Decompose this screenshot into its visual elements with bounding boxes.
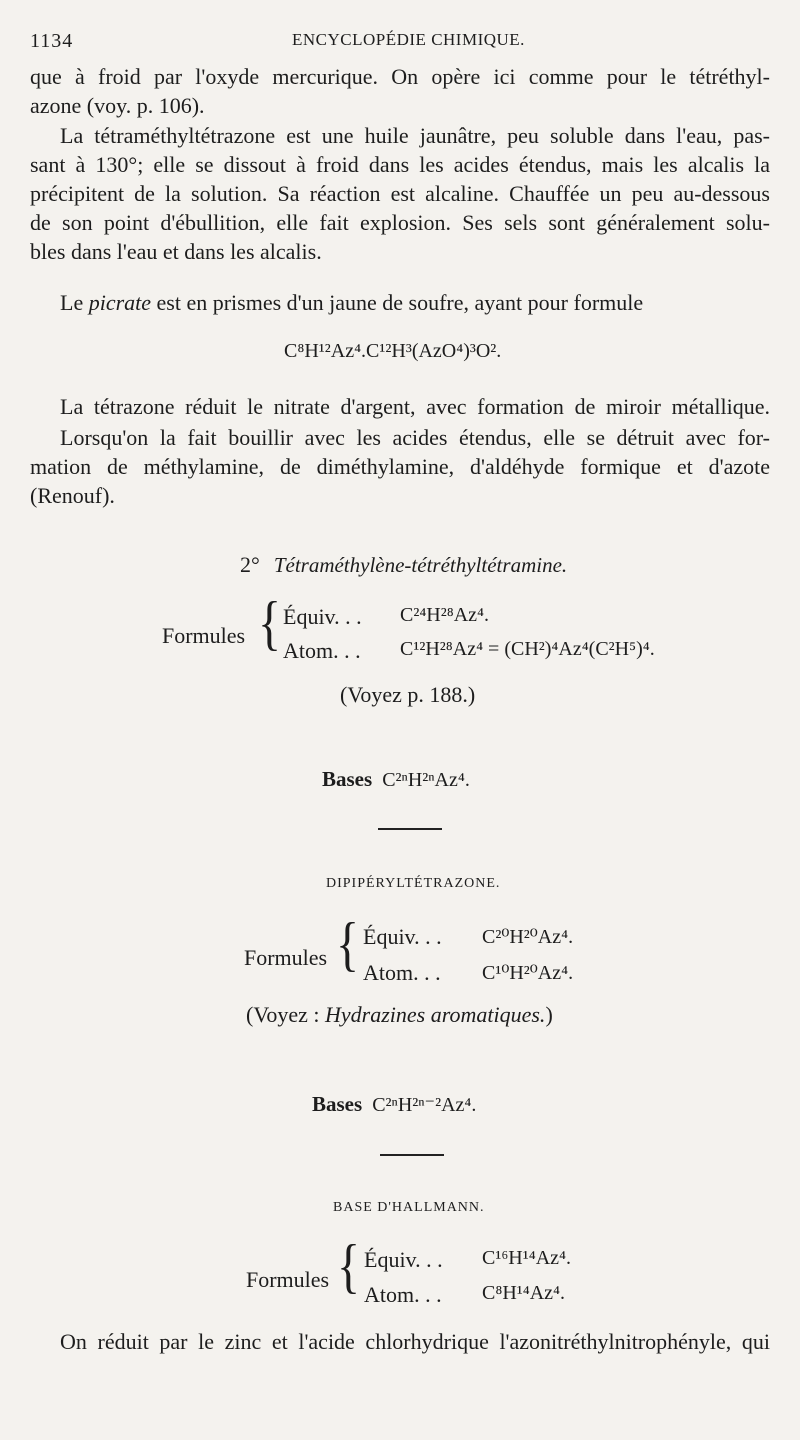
section3-equiv-formula: C¹⁶H¹⁴Az⁴. <box>482 1247 572 1269</box>
bases1-word: Bases <box>322 767 373 791</box>
para2-line1: La tétraméthyltétrazone est une huile jaunâtre, peu soluble dans l'eau, pas- <box>60 123 770 148</box>
section1-see: (Voyez p. 188.) <box>340 682 476 707</box>
picrate-term: picrate <box>88 290 152 315</box>
section2-atom-label: Atom. . . <box>363 960 441 985</box>
para4-line4: (Renouf). <box>30 483 115 508</box>
para4-line3: mation de méthylamine, de diméthylamine, d'aldéhyde formique et d'azote <box>30 454 770 479</box>
section2-brace: { <box>336 911 360 978</box>
para3-rest: est en prismes d'un jaune de soufre, ayant pour formule <box>151 290 644 315</box>
section1-brace: { <box>258 590 282 657</box>
para2-line3: précipitent de la solution. Sa réaction est alcaline. Chauffée un peu au-dessous <box>30 181 770 206</box>
section1-atom-formula: C¹²H²⁸Az⁴ = (CH²)⁴Az⁴(C²H⁵)⁴. <box>400 638 655 660</box>
section2-formules-label: Formules <box>244 945 328 970</box>
final-line: On réduit par le zinc et l'acide chlorhydrique l'azonitréthylnitrophényle, qui <box>60 1329 770 1354</box>
section1-atom-label: Atom. . . <box>283 638 361 663</box>
section2-see-end: ) <box>545 1002 553 1027</box>
bases2-word: Bases <box>312 1092 363 1116</box>
section2-atom-formula: C¹⁰H²⁰Az⁴. <box>482 962 574 984</box>
section3-title: BASE D'HALLMANN. <box>333 1200 485 1215</box>
section1-equiv-label: Équiv. . . <box>283 604 362 629</box>
para3 <box>60 288 643 317</box>
picrate-formula: C⁸H¹²Az⁴.C¹²H³(AzO⁴)³O². <box>284 340 502 362</box>
section2-see <box>246 1000 553 1029</box>
para2-line5: bles dans l'eau et dans les alcalis. <box>30 239 322 264</box>
section1-number: 2° <box>240 552 260 577</box>
section2-see-lead: (Voyez : <box>246 1002 326 1027</box>
bases2-formula: C²ⁿH²ⁿ⁻²Az⁴. <box>372 1094 477 1116</box>
divider-1 <box>378 828 442 830</box>
para1-line2: azone (voy. p. 106). <box>30 93 205 118</box>
section2-title: DIPIPÉRYLTÉTRAZONE. <box>326 876 501 891</box>
bases1-heading <box>322 767 470 792</box>
para1-line1: que à froid par l'oxyde mercurique. On opère ici comme pour le tétréthyl- <box>30 64 770 89</box>
section2-equiv-label: Équiv. . . <box>363 924 442 949</box>
section2-see-italic: Hydrazines aromatiques. <box>325 1002 546 1027</box>
section3-brace: { <box>337 1233 361 1300</box>
section3-atom-label: Atom. . . <box>364 1282 442 1307</box>
bases2-heading <box>312 1092 476 1117</box>
page-number: 1134 <box>30 30 74 52</box>
section3-equiv-label: Équiv. . . <box>364 1247 443 1272</box>
para2-line2: sant à 130°; elle se dissout à froid dans les acides étendus, mais les alcalis la <box>30 152 770 177</box>
para2-line4: de son point d'ébullition, elle fait explosion. Ses sels sont généralement solu- <box>30 210 770 235</box>
para4-line1: La tétrazone réduit le nitrate d'argent, avec formation de miroir métallique. <box>60 394 770 419</box>
divider-2 <box>380 1154 444 1156</box>
running-title: ENCYCLOPÉDIE CHIMIQUE. <box>292 30 525 49</box>
para3-lead: Le <box>60 290 89 315</box>
section1-equiv-formula: C²⁴H²⁸Az⁴. <box>400 604 490 626</box>
bases1-formula: C²ⁿH²ⁿAz⁴. <box>382 769 470 791</box>
section1-title: Tétraméthylène-tétréthyltétramine. <box>273 553 568 577</box>
para4-line2: Lorsqu'on la fait bouillir avec les acides étendus, elle se détruit avec for- <box>60 425 770 450</box>
section1-formules-label: Formules <box>162 623 246 648</box>
section2-equiv-formula: C²⁰H²⁰Az⁴. <box>482 926 574 948</box>
section3-formules-label: Formules <box>246 1267 330 1292</box>
section3-atom-formula: C⁸H¹⁴Az⁴. <box>482 1282 566 1304</box>
section1-heading <box>240 550 567 579</box>
